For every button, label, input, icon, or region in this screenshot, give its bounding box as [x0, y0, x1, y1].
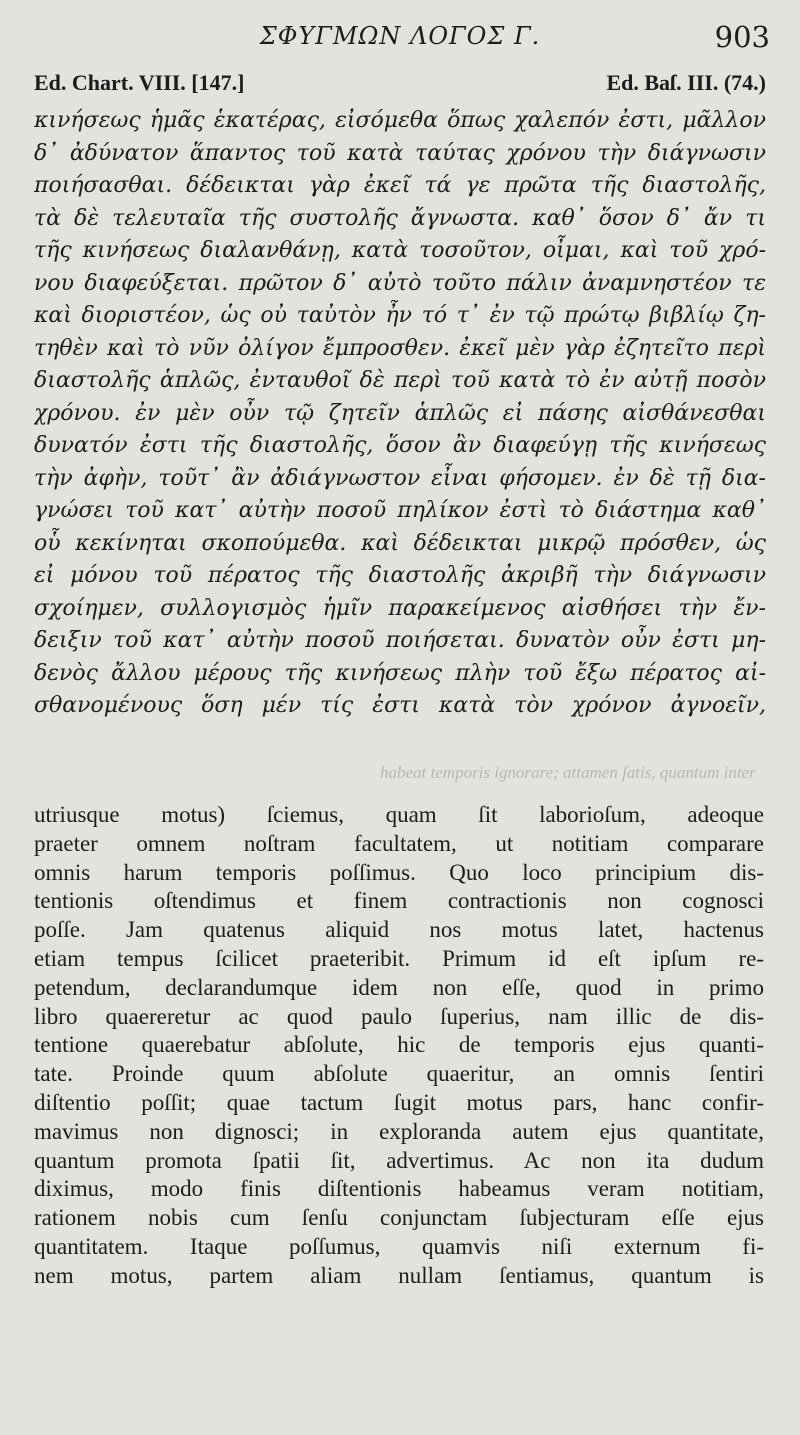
latin-text-line: utriusque motus) ſciemus, quam ſit laborioſum, adeoque	[34, 802, 764, 827]
greek-text-line: δενὸς ἄλλου μέρους τῆς κινήσεως πλὴν τοῦ ἔξω πέρατος αἰ-	[34, 660, 766, 686]
greek-text-line: χρόνου. ἐν μὲν οὖν τῷ ζητεῖν ἁπλῶς εἰ πάσης αἰσθάνεσθαι	[34, 400, 766, 426]
greek-text-line: διαστολῆς ἁπλῶς, ἐνταυθοῖ δὲ περὶ τοῦ κατὰ τὸ ἐν αὐτῇ ποσὸν	[34, 368, 766, 393]
latin-text-line: libro quaereretur ac quod paulo ſuperius, nam illic de dis-	[34, 1003, 764, 1029]
latin-text-line: petendum, declarandumque idem non eſſe, quod in primo	[34, 974, 764, 1000]
latin-text-line: tate. Proinde quum abſolute quaeritur, an omnis ſentiri	[34, 1061, 764, 1087]
greek-text-line: σθανομένους ὅση μέν τίς ἐστι κατὰ τὸν χρόνον ἀγνοεῖν,	[34, 693, 766, 718]
greek-text-line: δ᾿ ἀδύνατον ἅπαντος τοῦ κατὰ ταύτας χρόνου τὴν διάγνωσιν	[34, 140, 766, 166]
latin-text-line: mavimus non dignosci; in exploranda autem ejus quantitate,	[34, 1118, 764, 1144]
latin-text-line: diximus, modo finis diſtentionis habeamus veram notitiam,	[34, 1176, 764, 1202]
latin-text-line: tentione quaerebatur abſolute, hic de temporis ejus quanti-	[34, 1032, 764, 1058]
latin-text-line: diſtentio poſſit; quae tactum ſugit motus pars, hanc confir-	[34, 1089, 764, 1115]
greek-text-line: τὴν ἀφὴν, τοῦτ᾿ ἂν ἀδιάγνωστον εἶναι φήσομεν. ἐν δὲ τῇ δια-	[34, 465, 766, 491]
latin-text-line: nem motus, partem aliam nullam ſentiamus, quantum is	[34, 1262, 764, 1288]
latin-text-block	[34, 801, 764, 1291]
page-number: 903	[714, 20, 770, 54]
latin-text-line: quantitatem. Itaque poſſumus, quamvis niſi externum fi-	[34, 1233, 764, 1259]
greek-text-line: γνώσει τοῦ κατ᾿ αὐτὴν ποσοῦ πηλίκον ἐστὶ τὸ διάστημα καθ᾿	[34, 498, 766, 523]
latin-text-line: poſſe. Jam quatenus aliquid nos motus latet, hactenus	[34, 917, 764, 943]
latin-text-line: tentionis oſtendimus et finem contractionis non cognosci	[34, 888, 764, 914]
greek-text-line: εἰ μόνου τοῦ πέρατος τῆς διαστολῆς ἀκριβῆ τὴν διάγνωσιν	[34, 563, 766, 588]
running-title: ΣΦΥΓΜΩΝ ΛΟΓΟΣ Γ.	[259, 22, 541, 50]
edition-reference-right: Ed. Baſ. III. (74.)	[606, 70, 766, 95]
greek-text-line: νου διαφεύξεται. πρῶτον δ᾿ αὐτὸ τοῦτο πάλιν ἀναμνηστέον τε	[34, 270, 766, 296]
greek-text-line: τῆς κινήσεως διαλανθάνῃ, κατὰ τοσοῦτον, οἶμαι, καὶ τοῦ χρό-	[34, 238, 766, 263]
latin-text-line: etiam tempus ſcilicet praeteribit. Primum id eſt ipſum re-	[34, 945, 764, 971]
greek-text-line: οὗ κεκίνηται σκοπούμεθα. καὶ δέδεικται μικρῷ πρόσθεν, ὡς	[34, 530, 766, 556]
greek-text-line: σχοίημεν, συλλογισμὸς ἡμῖν παρακείμενος αἰσθήσει τὴν ἔν-	[34, 595, 766, 621]
greek-text-line: ποιήσασθαι. δέδεικται γὰρ ἐκεῖ τά γε πρῶτα τῆς διαστολῆς,	[34, 173, 766, 198]
greek-text-line: δυνατόν ἐστι τῆς διαστολῆς, ὅσον ἂν διαφεύγῃ τῆς κινήσεως	[34, 433, 766, 458]
latin-text-line: rationem nobis cum ſenſu conjunctam ſubjecturam eſſe ejus	[34, 1205, 764, 1231]
greek-text-line: τὰ δὲ τελευταῖα τῆς συστολῆς ἄγνωστα. καθ᾿ ὅσον δ᾿ ἄν τι	[34, 205, 766, 231]
greek-text-block	[34, 105, 766, 723]
greek-text-line: κινήσεως ἡμᾶς ἑκατέρας, εἰσόμεθα ὅπως χαλεπόν ἐστι, μᾶλλον	[34, 108, 766, 133]
latin-text-line: quantum promota ſpatii ſit, advertimus. Ac non ita dudum	[34, 1147, 764, 1173]
show-through-text: habeat temporis ignorare; attamen ſatis, quantum inter	[380, 763, 756, 782]
edition-reference-left: Ed. Chart. VIII. [147.]	[34, 70, 245, 95]
greek-text-line: τηθὲν καὶ τὸ νῦν ὀλίγον ἔμπροσθεν. ἐκεῖ μὲν γὰρ ἐζητεῖτο περὶ	[34, 335, 766, 361]
latin-text-line: omnis harum temporis poſſimus. Quo loco principium dis-	[34, 859, 764, 885]
greek-text-line: δειξιν τοῦ κατ᾿ αὐτὴν ποσοῦ ποιήσεται. δυνατὸν οὖν ἐστι μη-	[34, 628, 766, 653]
greek-text-line: καὶ διοριστέον, ὡς οὐ ταὐτὸν ἦν τό τ᾿ ἐν τῷ πρώτῳ βιβλίῳ ζη-	[34, 303, 766, 328]
latin-text-line: praeter omnem noſtram facultatem, ut notitiam comparare	[34, 830, 764, 856]
